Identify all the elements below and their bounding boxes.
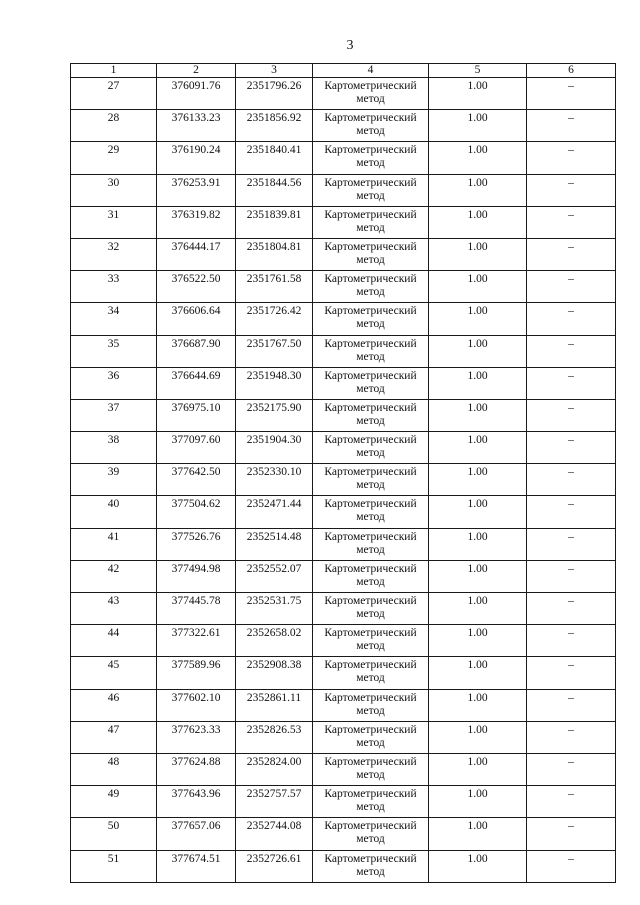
description-cell: –	[527, 303, 616, 335]
method-text-line: Картометрический	[324, 305, 417, 318]
method-text-line: метод	[356, 704, 385, 717]
accuracy-cell: 1.00	[429, 142, 527, 174]
description-cell: –	[527, 174, 616, 206]
point-number-cell: 39	[71, 464, 157, 496]
y-coordinate-cell: 2352330.10	[236, 464, 313, 496]
method-text-line: метод	[356, 221, 385, 234]
table-row	[71, 786, 616, 818]
point-number-cell: 41	[71, 528, 157, 560]
y-coordinate-cell: 2351726.42	[236, 303, 313, 335]
table-row	[71, 335, 616, 367]
point-number-cell: 46	[71, 689, 157, 721]
accuracy-cell: 1.00	[429, 721, 527, 753]
point-number-cell: 36	[71, 367, 157, 399]
method-cell	[313, 206, 429, 238]
x-coordinate-cell: 376444.17	[157, 238, 236, 270]
x-coordinate-cell: 377504.62	[157, 496, 236, 528]
method-cell	[313, 528, 429, 560]
description-cell: –	[527, 367, 616, 399]
method-text-line: метод	[356, 189, 385, 202]
accuracy-cell: 1.00	[429, 786, 527, 818]
page-number: 3	[346, 38, 354, 53]
method-text-line: Картометрический	[324, 466, 417, 479]
method-text-line: метод	[356, 350, 385, 363]
point-number-cell: 29	[71, 142, 157, 174]
method-text-line: Картометрический	[324, 240, 417, 253]
x-coordinate-cell: 377494.98	[157, 560, 236, 592]
header-col-2: 2	[157, 64, 236, 78]
method-cell	[313, 689, 429, 721]
accuracy-cell: 1.00	[429, 78, 527, 110]
description-cell: –	[527, 593, 616, 625]
table-row	[71, 753, 616, 785]
method-text-line: Картометрический	[324, 562, 417, 575]
table-row	[71, 399, 616, 431]
x-coordinate-cell: 377589.96	[157, 657, 236, 689]
accuracy-cell: 1.00	[429, 850, 527, 882]
point-number-cell: 30	[71, 174, 157, 206]
description-cell: –	[527, 850, 616, 882]
y-coordinate-cell: 2352824.00	[236, 753, 313, 785]
accuracy-cell: 1.00	[429, 689, 527, 721]
table-row	[71, 432, 616, 464]
method-text-line: Картометрический	[324, 852, 417, 865]
x-coordinate-cell: 376644.69	[157, 367, 236, 399]
description-cell: –	[527, 464, 616, 496]
x-coordinate-cell: 377642.50	[157, 464, 236, 496]
point-number-cell: 32	[71, 238, 157, 270]
method-cell	[313, 335, 429, 367]
y-coordinate-cell: 2351804.81	[236, 238, 313, 270]
method-cell	[313, 593, 429, 625]
description-cell: –	[527, 271, 616, 303]
point-number-cell: 27	[71, 78, 157, 110]
method-cell	[313, 238, 429, 270]
x-coordinate-cell: 377526.76	[157, 528, 236, 560]
accuracy-cell: 1.00	[429, 593, 527, 625]
description-cell: –	[527, 335, 616, 367]
y-coordinate-cell: 2351904.30	[236, 432, 313, 464]
table-row	[71, 464, 616, 496]
table-row	[71, 593, 616, 625]
accuracy-cell: 1.00	[429, 657, 527, 689]
method-text-line: метод	[356, 125, 385, 138]
method-cell	[313, 303, 429, 335]
table-row	[71, 560, 616, 592]
method-text-line: Картометрический	[324, 112, 417, 125]
method-text-line: Картометрический	[324, 820, 417, 833]
x-coordinate-cell: 376319.82	[157, 206, 236, 238]
y-coordinate-cell: 2352726.61	[236, 850, 313, 882]
table-row	[71, 850, 616, 882]
accuracy-cell: 1.00	[429, 367, 527, 399]
table-row	[71, 271, 616, 303]
y-coordinate-cell: 2351839.81	[236, 206, 313, 238]
accuracy-cell: 1.00	[429, 303, 527, 335]
accuracy-cell: 1.00	[429, 464, 527, 496]
method-text-line: Картометрический	[324, 434, 417, 447]
point-number-cell: 51	[71, 850, 157, 882]
point-number-cell: 40	[71, 496, 157, 528]
accuracy-cell: 1.00	[429, 238, 527, 270]
accuracy-cell: 1.00	[429, 528, 527, 560]
method-text-line: метод	[356, 801, 385, 814]
method-text-line: Картометрический	[324, 369, 417, 382]
point-number-cell: 43	[71, 593, 157, 625]
method-cell	[313, 721, 429, 753]
coordinates-table	[70, 63, 616, 883]
y-coordinate-cell: 2351796.26	[236, 78, 313, 110]
y-coordinate-cell: 2351948.30	[236, 367, 313, 399]
description-cell: –	[527, 238, 616, 270]
point-number-cell: 44	[71, 625, 157, 657]
table-row	[71, 206, 616, 238]
x-coordinate-cell: 376190.24	[157, 142, 236, 174]
accuracy-cell: 1.00	[429, 560, 527, 592]
accuracy-cell: 1.00	[429, 818, 527, 850]
method-text-line: метод	[356, 414, 385, 427]
method-text-line: Картометрический	[324, 401, 417, 414]
method-cell	[313, 432, 429, 464]
method-text-line: метод	[356, 608, 385, 620]
header-col-3: 3	[236, 64, 313, 78]
method-cell	[313, 399, 429, 431]
method-text-line: метод	[356, 543, 385, 556]
method-cell	[313, 174, 429, 206]
table-row	[71, 110, 616, 142]
method-text-line: метод	[356, 768, 385, 781]
y-coordinate-cell: 2351856.92	[236, 110, 313, 142]
description-cell: –	[527, 528, 616, 560]
x-coordinate-cell: 376606.64	[157, 303, 236, 335]
method-text-line: метод	[356, 511, 385, 524]
table-row	[71, 303, 616, 335]
header-col-5: 5	[429, 64, 527, 78]
accuracy-cell: 1.00	[429, 110, 527, 142]
point-number-cell: 50	[71, 818, 157, 850]
x-coordinate-cell: 376522.50	[157, 271, 236, 303]
method-text-line: метод	[356, 157, 385, 170]
point-number-cell: 28	[71, 110, 157, 142]
table-row	[71, 818, 616, 850]
description-cell: –	[527, 721, 616, 753]
point-number-cell: 38	[71, 432, 157, 464]
method-text-line: Картометрический	[324, 176, 417, 189]
description-cell: –	[527, 432, 616, 464]
method-cell	[313, 625, 429, 657]
x-coordinate-cell: 377657.06	[157, 818, 236, 850]
method-cell	[313, 367, 429, 399]
description-cell: –	[527, 78, 616, 110]
y-coordinate-cell: 2352552.07	[236, 560, 313, 592]
y-coordinate-cell: 2352514.48	[236, 528, 313, 560]
table-header	[71, 64, 616, 78]
accuracy-cell: 1.00	[429, 625, 527, 657]
x-coordinate-cell: 377602.10	[157, 689, 236, 721]
table-row	[71, 78, 616, 110]
header-row	[71, 64, 616, 78]
accuracy-cell: 1.00	[429, 174, 527, 206]
accuracy-cell: 1.00	[429, 399, 527, 431]
description-cell: –	[527, 818, 616, 850]
point-number-cell: 35	[71, 335, 157, 367]
y-coordinate-cell: 2351840.41	[236, 142, 313, 174]
accuracy-cell: 1.00	[429, 496, 527, 528]
y-coordinate-cell: 2352908.38	[236, 657, 313, 689]
accuracy-cell: 1.00	[429, 432, 527, 464]
method-text-line: метод	[356, 640, 385, 653]
method-text-line: Картометрический	[324, 627, 417, 640]
point-number-cell: 42	[71, 560, 157, 592]
y-coordinate-cell: 2352531.75	[236, 593, 313, 625]
method-text-line: метод	[356, 672, 385, 685]
table-row	[71, 625, 616, 657]
y-coordinate-cell: 2351767.50	[236, 335, 313, 367]
method-cell	[313, 786, 429, 818]
method-cell	[313, 753, 429, 785]
method-text-line: Картометрический	[324, 337, 417, 350]
y-coordinate-cell: 2351761.58	[236, 271, 313, 303]
x-coordinate-cell: 377097.60	[157, 432, 236, 464]
method-cell	[313, 560, 429, 592]
method-text-line: метод	[356, 93, 385, 105]
table-row	[71, 721, 616, 753]
method-cell	[313, 657, 429, 689]
point-number-cell: 47	[71, 721, 157, 753]
point-number-cell: 49	[71, 786, 157, 818]
x-coordinate-cell: 376975.10	[157, 399, 236, 431]
point-number-cell: 48	[71, 753, 157, 785]
x-coordinate-cell: 377322.61	[157, 625, 236, 657]
method-text-line: Картометрический	[324, 595, 417, 607]
y-coordinate-cell: 2352471.44	[236, 496, 313, 528]
y-coordinate-cell: 2352658.02	[236, 625, 313, 657]
accuracy-cell: 1.00	[429, 335, 527, 367]
y-coordinate-cell: 2352826.53	[236, 721, 313, 753]
method-text-line: метод	[356, 382, 385, 395]
x-coordinate-cell: 377623.33	[157, 721, 236, 753]
accuracy-cell: 1.00	[429, 753, 527, 785]
table-body	[71, 78, 616, 883]
method-text-line: Картометрический	[324, 273, 417, 286]
point-number-cell: 34	[71, 303, 157, 335]
table-row	[71, 367, 616, 399]
x-coordinate-cell: 377624.88	[157, 753, 236, 785]
method-text-line: метод	[356, 575, 385, 588]
method-text-line: метод	[356, 736, 385, 749]
description-cell: –	[527, 786, 616, 818]
method-cell	[313, 496, 429, 528]
description-cell: –	[527, 110, 616, 142]
y-coordinate-cell: 2352861.11	[236, 689, 313, 721]
x-coordinate-cell: 376133.23	[157, 110, 236, 142]
point-number-cell: 33	[71, 271, 157, 303]
method-cell	[313, 78, 429, 110]
point-number-cell: 37	[71, 399, 157, 431]
x-coordinate-cell: 376091.76	[157, 78, 236, 110]
description-cell: –	[527, 689, 616, 721]
method-text-line: Картометрический	[324, 659, 417, 672]
method-cell	[313, 142, 429, 174]
table-row	[71, 689, 616, 721]
method-text-line: Картометрический	[324, 788, 417, 801]
y-coordinate-cell: 2351844.56	[236, 174, 313, 206]
x-coordinate-cell: 377674.51	[157, 850, 236, 882]
table-row	[71, 238, 616, 270]
description-cell: –	[527, 560, 616, 592]
method-text-line: метод	[356, 286, 385, 299]
method-cell	[313, 818, 429, 850]
method-text-line: Картометрический	[324, 498, 417, 511]
method-cell	[313, 110, 429, 142]
method-text-line: метод	[356, 253, 385, 266]
description-cell: –	[527, 753, 616, 785]
table-row	[71, 657, 616, 689]
description-cell: –	[527, 496, 616, 528]
method-text-line: метод	[356, 833, 385, 846]
header-col-1: 1	[71, 64, 157, 78]
table-row	[71, 142, 616, 174]
description-cell: –	[527, 657, 616, 689]
x-coordinate-cell: 377445.78	[157, 593, 236, 625]
method-text-line: метод	[356, 447, 385, 460]
x-coordinate-cell: 376253.91	[157, 174, 236, 206]
method-text-line: Картометрический	[324, 723, 417, 736]
y-coordinate-cell: 2352744.08	[236, 818, 313, 850]
y-coordinate-cell: 2352757.57	[236, 786, 313, 818]
method-text-line: Картометрический	[324, 530, 417, 543]
header-col-6: 6	[527, 64, 616, 78]
method-text-line: Картометрический	[324, 80, 417, 92]
method-text-line: метод	[356, 479, 385, 492]
y-coordinate-cell: 2352175.90	[236, 399, 313, 431]
method-text-line: метод	[356, 865, 385, 878]
accuracy-cell: 1.00	[429, 206, 527, 238]
description-cell: –	[527, 206, 616, 238]
description-cell: –	[527, 625, 616, 657]
point-number-cell: 31	[71, 206, 157, 238]
x-coordinate-cell: 376687.90	[157, 335, 236, 367]
description-cell: –	[527, 142, 616, 174]
method-text-line: Картометрический	[324, 755, 417, 768]
table-row	[71, 174, 616, 206]
method-text-line: Картометрический	[324, 691, 417, 704]
method-cell	[313, 464, 429, 496]
x-coordinate-cell: 377643.96	[157, 786, 236, 818]
method-text-line: Картометрический	[324, 144, 417, 157]
point-number-cell: 45	[71, 657, 157, 689]
table-row	[71, 496, 616, 528]
method-text-line: Картометрический	[324, 208, 417, 221]
method-cell	[313, 850, 429, 882]
accuracy-cell: 1.00	[429, 271, 527, 303]
header-col-4: 4	[313, 64, 429, 78]
description-cell: –	[527, 399, 616, 431]
method-cell	[313, 271, 429, 303]
table-row	[71, 528, 616, 560]
method-text-line: метод	[356, 318, 385, 331]
